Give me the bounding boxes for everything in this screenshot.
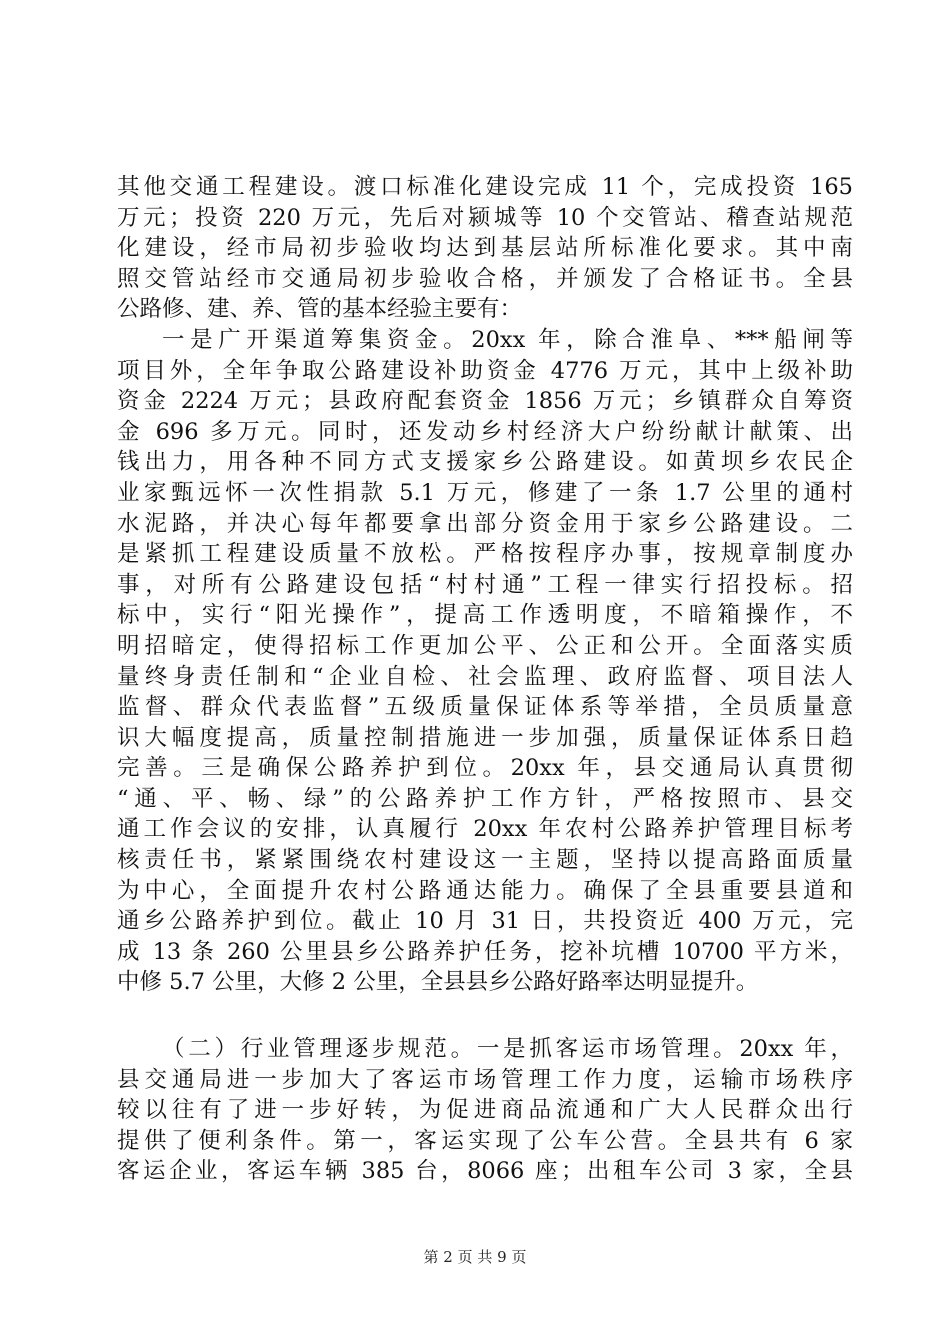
text-line: 客运企业，客运车辆 385 台，8066 座；出租车公司 3 家，全县 xyxy=(117,1158,853,1185)
text-line: （二）行业管理逐步规范。一是抓客运市场管理。20xx 年， xyxy=(162,1036,853,1063)
paragraph-3 xyxy=(117,1034,853,1187)
text-line: 是紧抓工程建设质量不放松。严格按程序办事，按规章制度办 xyxy=(117,541,853,568)
text-line: 一是广开渠道筹集资金。20xx 年，除合淮阜、***船闸等 xyxy=(162,326,853,353)
text-line: 识大幅度提高，质量控制措施进一步加强，质量保证体系日趋 xyxy=(117,724,853,751)
text-line: 标中，实行“阳光操作”，提高工作透明度，不暗箱操作，不 xyxy=(117,602,853,629)
text-line: 公路修、建、养、管的基本经验主要有： xyxy=(117,296,523,323)
text-line: 钱出力，用各种不同方式支援家乡公路建设。如黄坝乡农民企 xyxy=(117,449,853,476)
page-number-footer: 第 2 页 共 9 页 xyxy=(423,1248,527,1266)
text-line: 万元；投资 220 万元，先后对颍城等 10 个交管站、稽查站规范 xyxy=(117,204,853,231)
text-line: 完善。三是确保公路养护到位。20xx 年，县交通局认真贯彻 xyxy=(117,755,853,782)
text-line: 照交管站经市交通局初步验收合格，并颁发了合格证书。全县 xyxy=(117,265,853,292)
text-line: 化建设，经市局初步验收均达到基层站所标准化要求。其中南 xyxy=(117,235,853,262)
text-line: 其他交通工程建设。渡口标准化建设完成 11 个，完成投资 165 xyxy=(117,174,853,200)
text-line: 项目外，全年争取公路建设补助资金 4776 万元，其中上级补助 xyxy=(117,357,853,384)
text-line: 通工作会议的安排，认真履行 20xx 年农村公路养护管理目标考 xyxy=(117,816,853,843)
paragraph-2 xyxy=(117,325,853,998)
text-line: 事，对所有公路建设包括“村村通”工程一律实行招投标。招 xyxy=(117,571,853,598)
text-line: 明招暗定，使得招标工作更加公平、公正和公开。全面落实质 xyxy=(117,632,853,659)
text-line: 监督、群众代表监督”五级质量保证体系等举措，全员质量意 xyxy=(117,694,853,721)
text-line: 县交通局进一步加大了客运市场管理工作力度，运输市场秩序 xyxy=(117,1066,853,1093)
text-line: 较以往有了进一步好转，为促进商品流通和广大人民群众出行 xyxy=(117,1097,853,1124)
text-line: “通、平、畅、绿”的公路养护工作方针，严格按照市、县交 xyxy=(117,785,853,812)
text-line: 水泥路，并决心每年都要拿出部分资金用于家乡公路建设。二 xyxy=(117,510,853,537)
text-line: 提供了便利条件。第一，客运实现了公车公营。全县共有 6 家 xyxy=(117,1127,853,1154)
paragraph-1 xyxy=(117,172,853,325)
text-line: 成 13 条 260 公里县乡公路养护任务，挖补坑槽 10700 平方米， xyxy=(117,938,853,965)
text-line: 金 696 多万元。同时，还发动乡村经济大户纷纷献计献策、出 xyxy=(117,418,853,445)
text-line: 量终身责任制和“企业自检、社会监理、政府监督、项目法人 xyxy=(117,663,853,690)
text-line: 通乡公路养护到位。截止 10 月 31 日，共投资近 400 万元，完 xyxy=(117,908,853,935)
text-line: 中修 5.7 公里，大修 2 公里，全县县乡公路好路率达明显提升。 xyxy=(117,969,759,996)
text-line: 业家甄远怀一次性捐款 5.1 万元，修建了一条 1.7 公里的通村 xyxy=(117,479,853,506)
document-body xyxy=(117,172,853,1187)
text-line: 核责任书，紧紧围绕农村建设这一主题，坚持以提高路面质量 xyxy=(117,847,853,874)
text-line: 为中心，全面提升农村公路通达能力。确保了全县重要县道和 xyxy=(117,877,853,904)
text-line: 资金 2224 万元；县政府配套资金 1856 万元；乡镇群众自筹资 xyxy=(117,388,853,415)
paragraph-gap xyxy=(117,998,853,1034)
